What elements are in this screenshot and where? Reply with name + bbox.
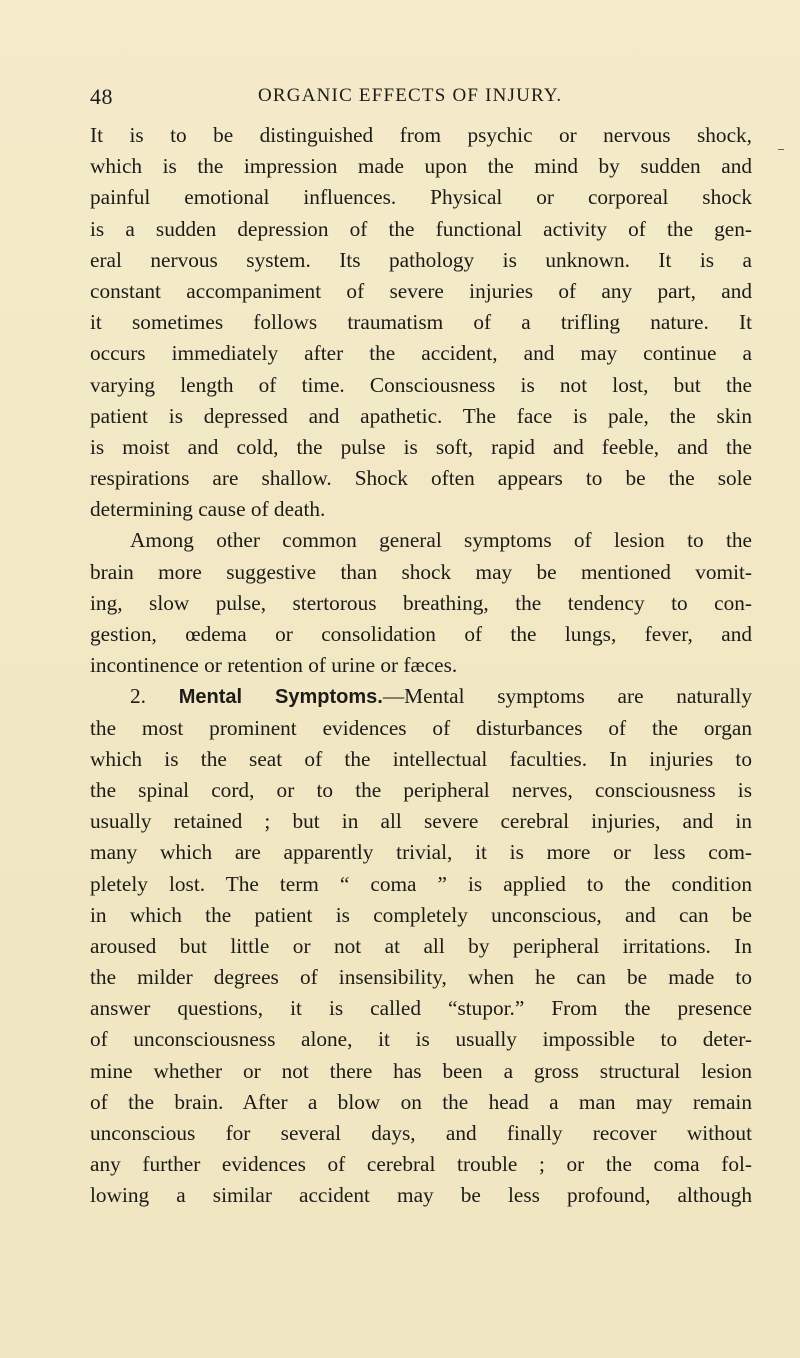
text-line: brain more suggestive than shock may be mentioned vomit- (90, 559, 752, 584)
text-line: lowing a similar accident may be less profound, although (90, 1183, 752, 1208)
text-line: usually retained ; but in all severe cerebral injuries, and in (90, 809, 752, 834)
text-line: ing, slow pulse, stertorous breathing, the tendency to con- (90, 590, 752, 615)
text-line: eral nervous system. Its pathology is unknown. It is a (90, 247, 752, 272)
margin-mark (778, 149, 784, 150)
section-heading-rest: —Mental symptoms are naturally (382, 684, 752, 709)
text-line: is a sudden depression of the functional activity of the gen- (90, 216, 752, 241)
text-line: which is the seat of the intellectual faculties. In injuries to (90, 746, 752, 771)
page-header (90, 84, 750, 114)
body-text (90, 120, 752, 1212)
text-line: any further evidences of cerebral trouble ; or the coma fol- (90, 1152, 752, 1177)
text-line: it sometimes follows traumatism of a trifling nature. It (90, 310, 752, 335)
text-line: painful emotional influences. Physical or corporeal shock (90, 185, 752, 210)
text-line: of the brain. After a blow on the head a man may remain (90, 1089, 752, 1114)
text-line: incontinence or retention of urine or fæces. (90, 653, 458, 678)
text-line: pletely lost. The term “ coma ” is applied to the condition (90, 871, 752, 896)
text-line: of unconsciousness alone, it is usually impossible to deter- (90, 1027, 752, 1052)
text-line: determining cause of death. (90, 497, 326, 522)
text-line: patient is depressed and apathetic. The face is pale, the skin (90, 403, 752, 428)
text-line: in which the patient is completely unconscious, and can be (90, 902, 752, 927)
text-line: gestion, œdema or consolidation of the lungs, fever, and (90, 622, 752, 646)
text-line: answer questions, it is called “stupor.” From the presence (90, 996, 752, 1021)
text-line: which is the impression made upon the mind by sudden and (90, 154, 752, 179)
text-line: many which are apparently trivial, it is more or less com- (90, 840, 752, 865)
text-line: It is to be distinguished from psychic or nervous shock, (90, 123, 752, 147)
text-line: constant accompaniment of severe injuries of any part, and (90, 278, 752, 303)
text-line: Among other common general symptoms of lesion to the (130, 528, 752, 553)
text-line: the most prominent evidences of disturbances of the organ (90, 715, 752, 740)
text-line: the spinal cord, or to the peripheral nerves, consciousness is (90, 777, 752, 802)
text-line: is moist and cold, the pulse is soft, rapid and feeble, and the (90, 434, 752, 459)
text-line: unconscious for several days, and finally recover without (90, 1121, 752, 1145)
text-line: the milder degrees of insensibility, when he can be made to (90, 965, 752, 990)
page-number: 48 (90, 84, 113, 109)
running-head: ORGANIC EFFECTS OF INJURY. (258, 85, 563, 106)
section-heading: Mental Symptoms. (178, 686, 383, 709)
text-line: varying length of time. Consciousness is not lost, but the (90, 372, 752, 397)
text-line: mine whether or not there has been a gross structural lesion (90, 1058, 752, 1083)
section-heading-line (90, 681, 752, 712)
text-line: occurs immediately after the accident, and may continue a (90, 341, 752, 366)
text-line: respirations are shallow. Shock often appears to be the sole (90, 466, 752, 491)
section-number: 2. (130, 684, 146, 709)
text-line: aroused but little or not at all by peripheral irritations. In (90, 933, 752, 958)
